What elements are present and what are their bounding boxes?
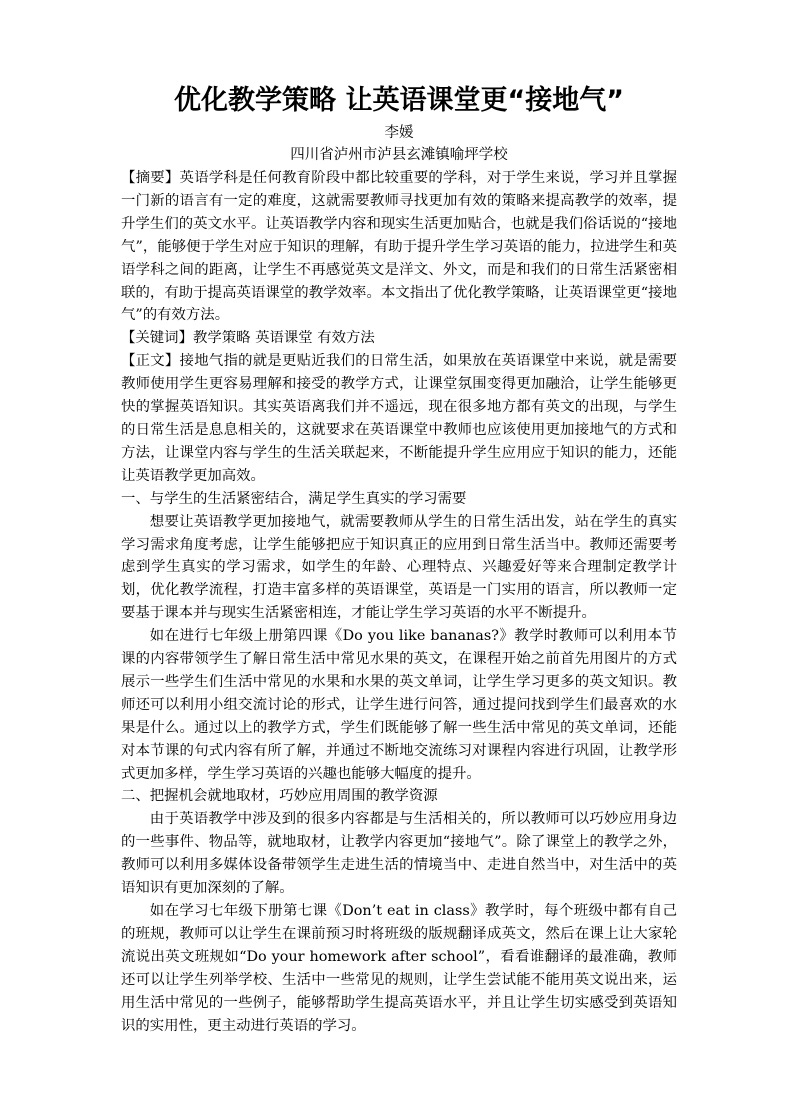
author-name: 李媛 — [384, 125, 414, 141]
document-page — [121, 82, 677, 1037]
body-intro-paragraph: 【正文】接地气指的就是更贴近我们的日常生活，如果放在英语课堂中来说，就是需要教师使用学生更容易理解和接受的教学方式，让课堂氛围变得更加融洽，让学生能够更快的掌握英语知识。其实英语离我们并不遥远，现在很多地方都有英文的出现，与学生的日常生活是息息相关的，这就要求在英语课堂中教师也应该使用更加接地气的方式和方法，让课堂内容与学生的生活关联起来，不断能提升学生应用应于知识的能力，还能让英语教学更加高效。 — [121, 353, 677, 484]
section2-paragraph-2: 如在学习七年级下册第七课《Don’t eat in class》教学时，每个班级中都有自己的班规，教师可以让学生在课前预习时将班级的版规翻译成英文，然后在课上让大家轮流说出英文班规如“Do your homework after school”，看看谁翻译的最准确，教师还可以让学生列举学校、生活中一些常见的规则，让学生尝试能不能用英文说出来，运用生活中常见的一些例子，能够帮助学生提高英语水平，并且让学生切实感受到英语知识的实用性，更主动进行英语的学习。 — [121, 903, 677, 1034]
section-heading-2: 二、把握机会就地取材，巧妙应用周围的教学资源 — [121, 788, 438, 805]
author-school: 四川省泸州市泸县玄滩镇喻坪学校 — [290, 147, 508, 163]
article-title: 优化教学策略 让英语课堂更“接地气” — [174, 85, 624, 116]
section-heading-1: 一、与学生的生活紧密结合，满足学生真实的学习需要 — [121, 490, 467, 507]
section1-paragraph-1: 想要让英语教学更加接地气，就需要教师从学生的日常生活出发，站在学生的真实学习需求角度考虑，让学生能够把应于知识真正的应用到日常生活当中。教师还需要考虑到学生真实的学习需求，如学生的年龄、心理特点、兴趣爱好等来合理制定教学计划，优化教学流程，打造丰富多样的英语课堂，英语是一门实用的语言，所以教师一定要基于课本并与现实生活紧密相连，才能让学生学习英语的水平不断提升。 — [121, 513, 677, 622]
keywords-line: 【关键词】教学策略 英语课堂 有效方法 — [121, 330, 375, 347]
section1-paragraph-2: 如在进行七年级上册第四课《Do you like bananas?》教学时教师可以利用本节课的内容带领学生了解日常生活中常见水果的英文，在课程开始之前首先用图片的方式展示一些学生们生活中常见的水果和水果的英文单词，让学生学习更多的英文知识。教师还可以利用小组交流讨论的形式，让学生进行问答，通过提问找到学生们最喜欢的水果是什么。通过以上的教学方式，学生们既能够了解一些生活中常见的英文单词，还能对本节课的句式内容有所了解，并通过不断地交流练习对课程内容进行巩固，让教学形式更加多样，学生学习英语的兴趣也能够大幅度的提升。 — [121, 628, 677, 782]
section2-paragraph-1: 由于英语教学中涉及到的很多内容都是与生活相关的，所以教师可以巧妙应用身边的一些事件、物品等，就地取材，让教学内容更加“接地气”。除了课堂上的教学之外，教师可以利用多媒体设备带领学生走进生活的情境当中、走进自然当中，对生活中的英语知识有更加深刻的了解。 — [121, 811, 677, 897]
abstract-paragraph: 【摘要】英语学科是任何教育阶段中都比较重要的学科，对于学生来说，学习并且掌握一门新的语言有一定的难度，这就需要教师寻找更加有效的策略来提高教学的效率，提升学生们的英文水平。让英语教学内容和现实生活更加贴合，也就是我们俗话说的“接地气”，能够便于学生对应于知识的理解，有助于提升学生学习英语的能力，拉进学生和英语学科之间的距离，让学生不再感觉英文是洋文、外文，而是和我们的日常生活紧密相联的，有助于提高英语课堂的教学效率。本文指出了优化教学策略，让英语课堂更“接地气”的有效方法。 — [121, 170, 677, 324]
